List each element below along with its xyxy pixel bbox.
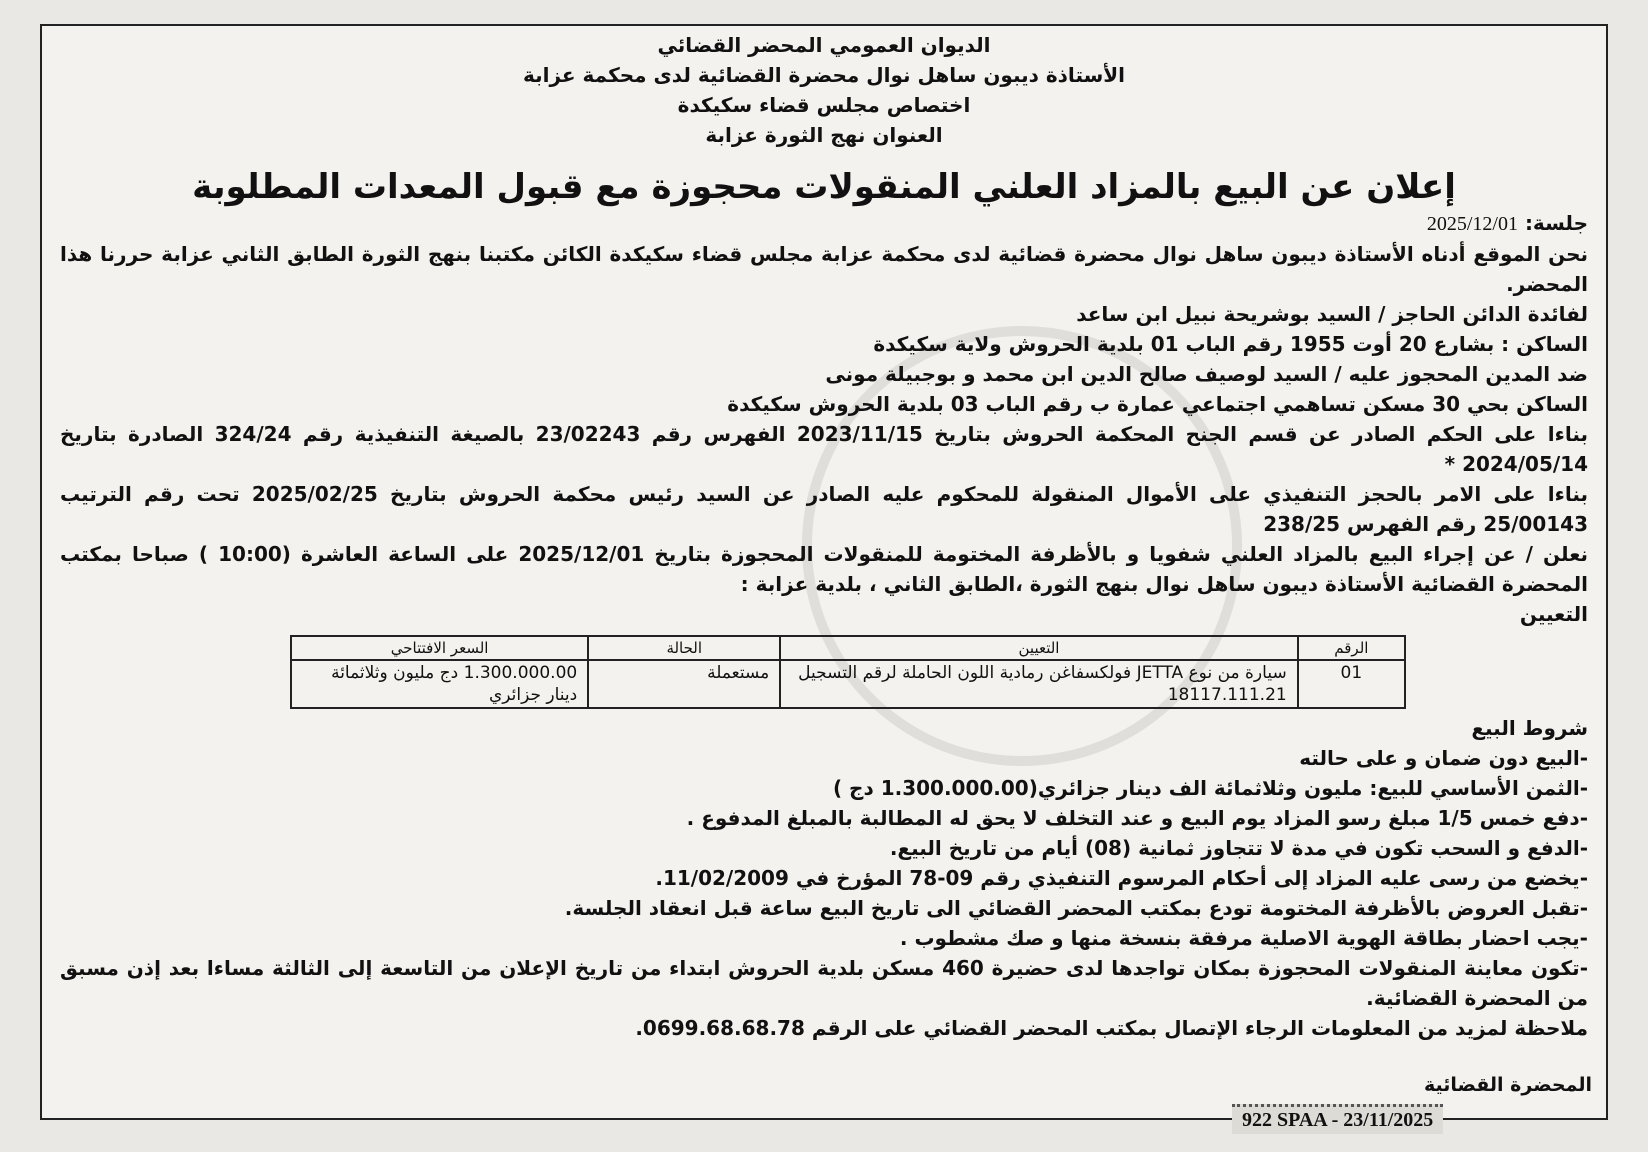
conditions-title: شروط البيع xyxy=(1471,716,1588,740)
creditor-address: الساكن : بشارع 20 أوت 1955 رقم الباب 01 بلدية الحروش ولاية سكيكدة xyxy=(873,332,1588,356)
document-header xyxy=(42,30,1606,150)
session-date: 2025/12/01 xyxy=(1426,213,1518,235)
condition-item: -الثمن الأساسي للبيع: مليون وثلاثمائة الف دينار جزائري(1.300.000.00 دج ) xyxy=(832,776,1588,800)
signature-label: المحضرة القضائية xyxy=(1423,1074,1592,1096)
condition-item: -يجب احضار بطاقة الهوية الاصلية مرفقة بنسخة منها و صك مشطوب . xyxy=(899,926,1588,950)
condition-item: -البيع دون ضمان و على حالته xyxy=(1299,746,1588,770)
debtor-address: الساكن بحي 30 مسكن تساهمي اجتماعي عمارة ب رقم الباب 03 بلدية الحروش سكيكدة xyxy=(727,392,1588,416)
row-state: مستعملة xyxy=(588,660,780,708)
items-table-header xyxy=(291,636,1405,660)
row-desc: سيارة من نوع JETTA فولكسفاغن رمادية اللون الحاملة لرقم التسجيل 18117.111.21 xyxy=(780,660,1297,708)
intro-paragraph: نحن الموقع أدناه الأستاذة ديبون ساهل نوال محضرة قضائية لدى محكمة عزابة مجلس قضاء سكيكدة الكائن مكتبنا بنهج الثورة الطابق الثاني عزابة حررنا هذا المحضر. xyxy=(60,242,1588,296)
header-line-3: اختصاص مجلس قضاء سكيكدة xyxy=(677,93,971,117)
table-row xyxy=(291,660,1405,708)
items-table xyxy=(290,635,1406,709)
order-paragraph: بناءا على الامر بالحجز التنفيذي على الأموال المنقولة للمحكوم عليه الصادر عن السيد رئيس محكمة الحروش بتاريخ 2025/02/25 تحت رقم الترتيب 25/00143 رقم الفهرس 238/25 xyxy=(60,482,1589,536)
announcement-page xyxy=(40,24,1608,1131)
condition-item: -يخضع من رسى عليه المزاد إلى أحكام المرسوم التنفيذي رقم 09-78 المؤرخ في 11/02/2009. xyxy=(655,866,1588,890)
document-title: إعلان عن البيع بالمزاد العلني المنقولات محجوزة مع قبول المعدات المطلوبة xyxy=(192,167,1456,207)
creditor-line: لفائدة الدائن الحاجز / السيد بوشريحة نبيل ابن ساعد xyxy=(1076,302,1588,326)
header-num: الرقم xyxy=(1298,636,1405,660)
document-body xyxy=(60,208,1588,1043)
condition-item: -تقبل العروض بالأظرفة المختومة تودع بمكتب المحضر القضائي الى تاريخ البيع ساعة قبل انعقاد الجلسة. xyxy=(564,896,1588,920)
debtor-line: ضد المدين المحجوز عليه / السيد لوصيف صالح الدين ابن محمد و بوجبيلة مونى xyxy=(825,362,1588,386)
publication-reference: 922 SPAA - 23/11/2025 xyxy=(1232,1104,1443,1134)
condition-item: -دفع خمس 1/5 مبلغ رسو المزاد يوم البيع و عند التخلف لا يحق له المطالبة بالمبلغ المدفوع . xyxy=(686,806,1588,830)
condition-item: -تكون معاينة المنقولات المحجوزة بمكان تواجدها لدى حضيرة 460 مسكن بلدية الحروش ابتداء من تاريخ الإعلان من التاسعة إلى الثالثة مساءا بعد إذن مسبق من المحضرة القضائية. xyxy=(60,956,1588,1010)
condition-item: -الدفع و السحب تكون في مدة لا تتجاوز ثمانية (08) أيام من تاريخ البيع. xyxy=(889,836,1588,860)
header-line-1: الديوان العمومي المحضر القضائي xyxy=(657,33,991,57)
header-price: السعر الافتتاحي xyxy=(291,636,588,660)
judgment-paragraph: بناءا على الحكم الصادر عن قسم الجنح المحكمة الحروش بتاريخ 2023/11/15 الفهرس رقم 23/02243 بالصيغة التنفيذية رقم 324/24 الصادرة بتاريخ 2024/05/14 * xyxy=(60,422,1589,476)
header-line-2: الأستاذة ديبون ساهل نوال محضرة القضائية لدى محكمة عزابة xyxy=(522,63,1126,87)
contact-note: ملاحظة لمزيد من المعلومات الرجاء الإتصال بمكتب المحضر القضائي على الرقم 0699.68.68.78. xyxy=(635,1016,1588,1040)
header-line-4: العنوان نهج الثورة عزابة xyxy=(705,123,943,147)
row-price: 1.300.000.00 دج مليون وثلاثمائة دينار جزائري xyxy=(291,660,588,708)
row-num: 01 xyxy=(1298,660,1405,708)
header-desc: التعيين xyxy=(780,636,1297,660)
session-line xyxy=(60,208,1588,239)
announce-paragraph: نعلن / عن إجراء البيع بالمزاد العلني شفويا و بالأظرفة المختومة للمنقولات المحجوزة بتاريخ 2025/12/01 على الساعة العاشرة (10:00 ) صباحا بمكتب المحضرة القضائية الأستاذة ديبون ساهل نوال بنهج الثورة ،الطابق الثاني ، بلدية عزابة : xyxy=(60,542,1589,596)
header-state: الحالة xyxy=(588,636,780,660)
designation-label: التعيين xyxy=(1519,602,1588,626)
session-label: جلسة: xyxy=(1524,211,1588,235)
